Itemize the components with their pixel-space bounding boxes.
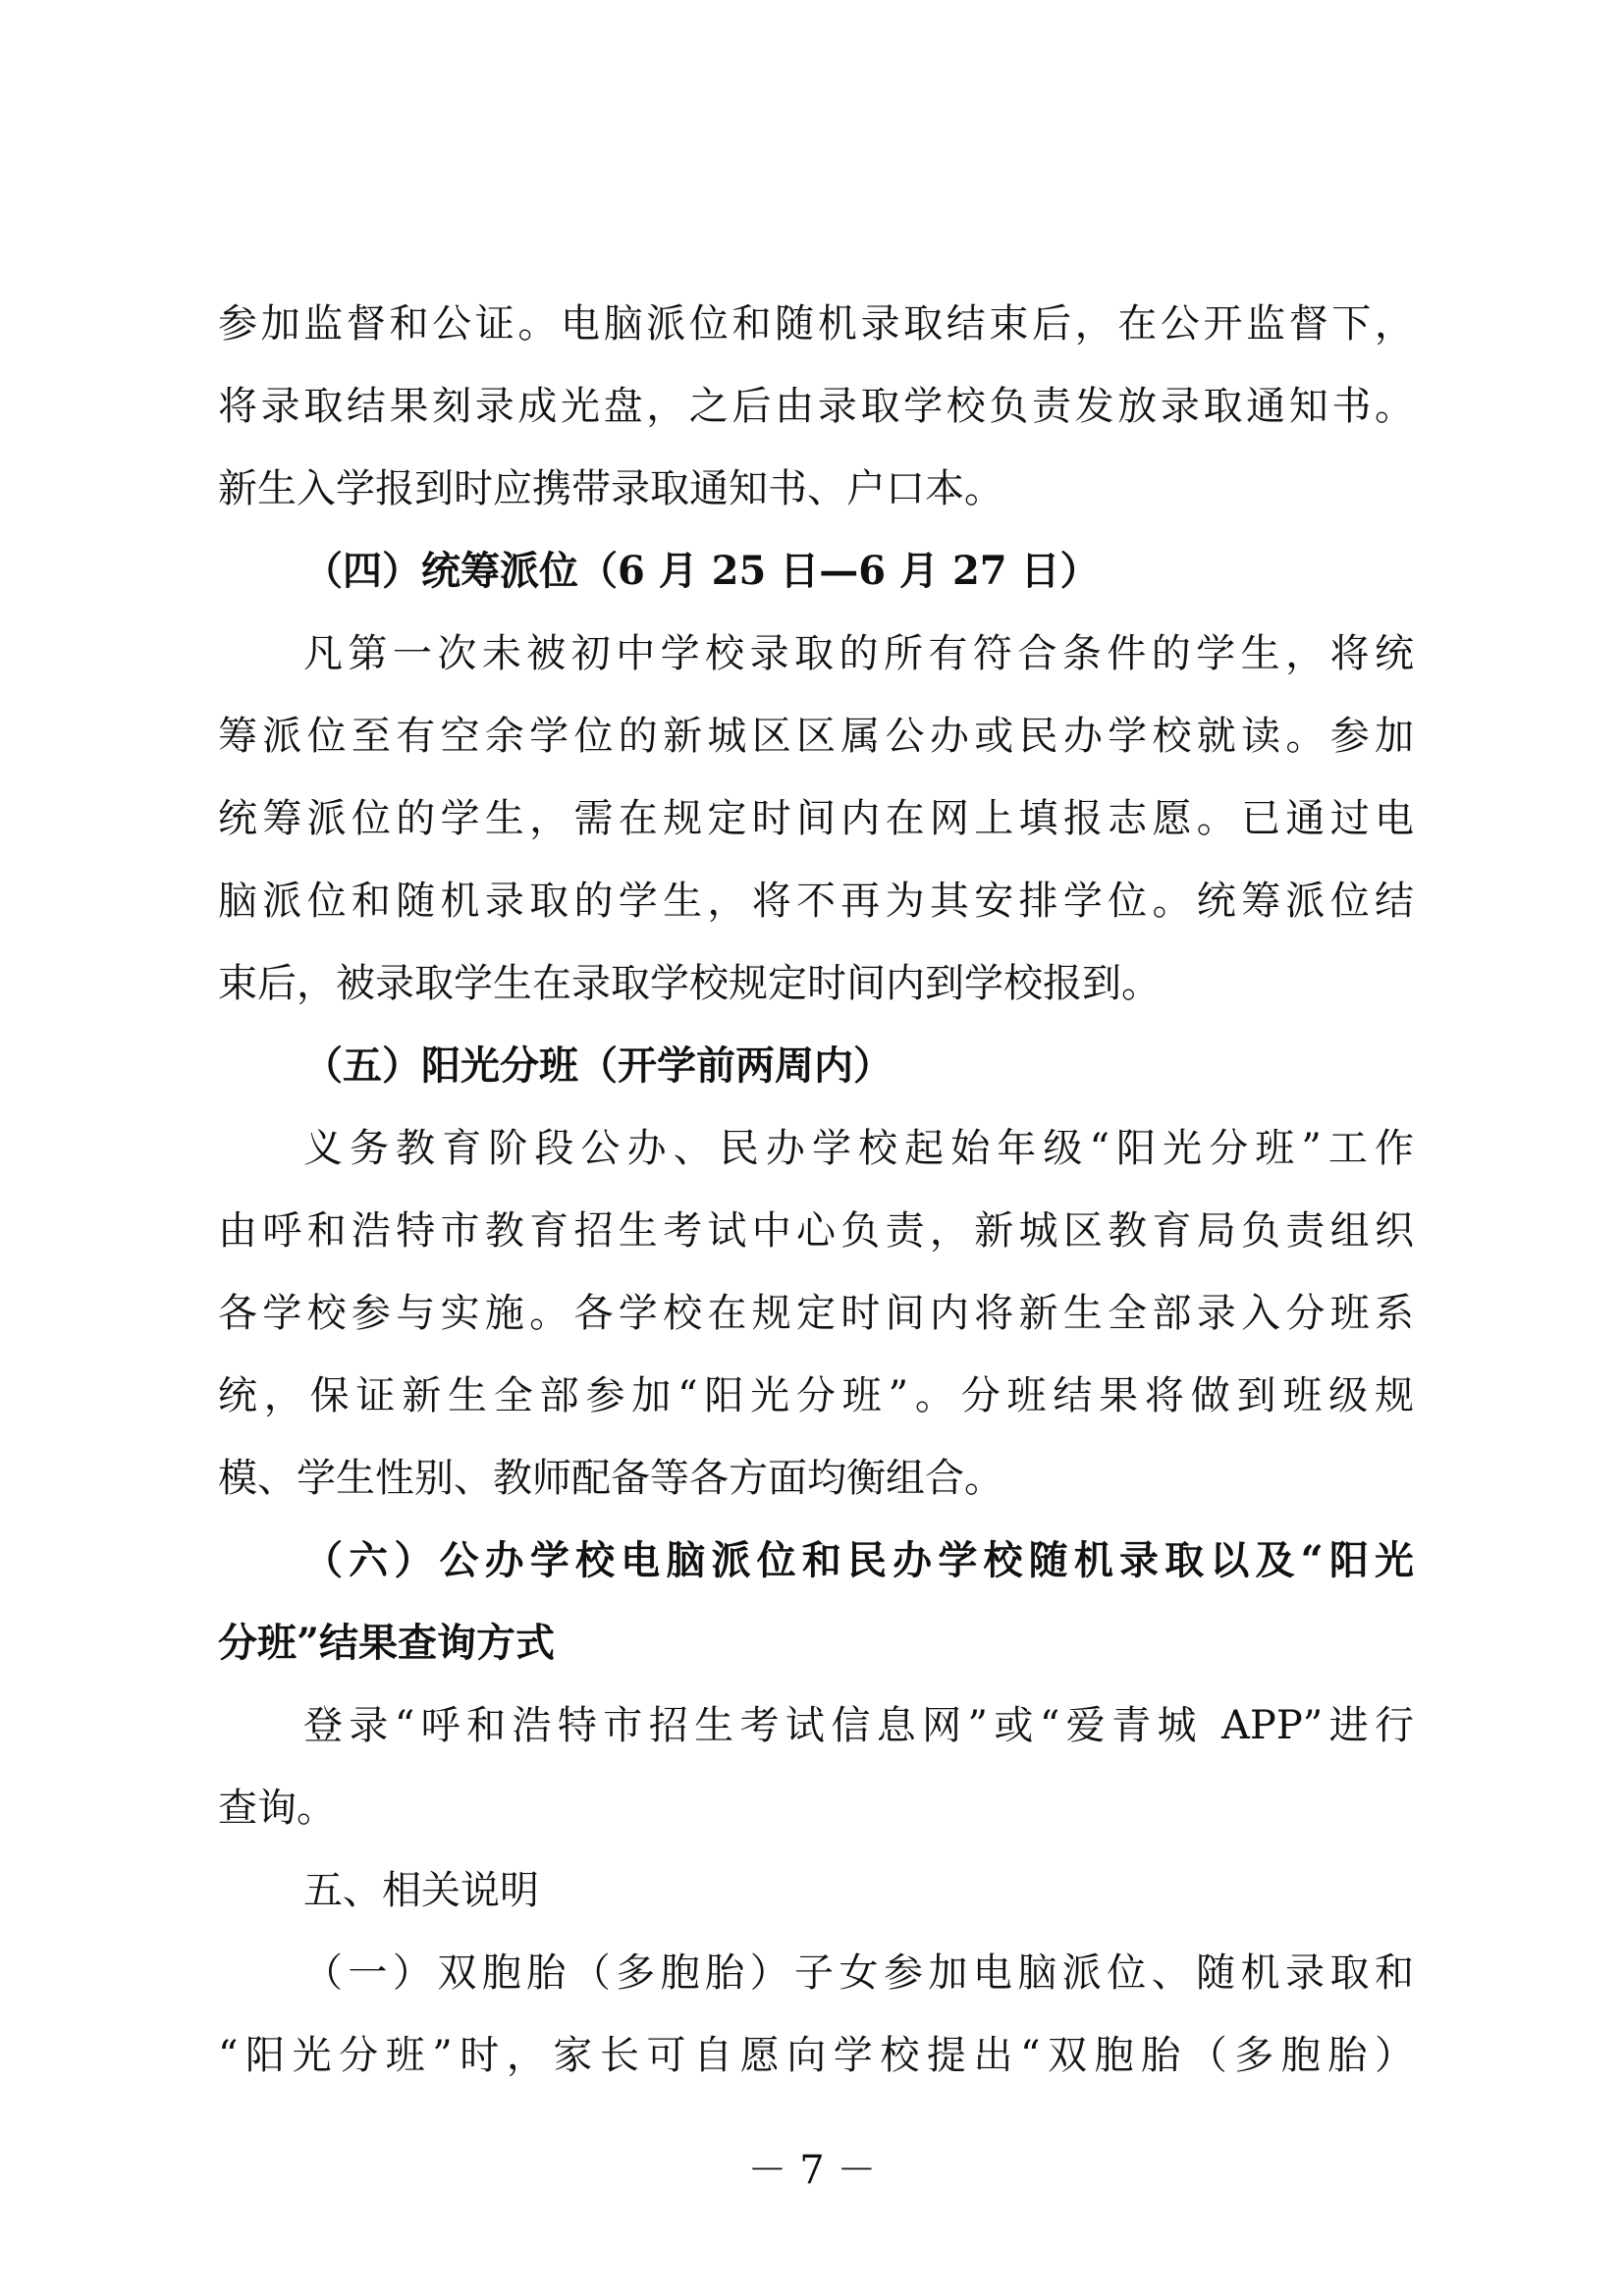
body-text-line: “阳光分班”时，家长可自愿向学校提出“双胞胎（多胞胎） — [218, 2033, 1414, 2078]
body-text-line: 由呼和浩特市教育招生考试中心负责，新城区教育局负责组织 — [218, 1208, 1414, 1254]
body-text-line: 查询。 — [218, 1786, 336, 1831]
body-text-line: 统筹派位的学生，需在规定时间内在网上填报志愿。已通过电 — [218, 796, 1414, 841]
page-number: － 7 － — [747, 2148, 877, 2193]
body-text-line: 新生入学报到时应携带录取通知书、户口本。 — [218, 466, 1003, 511]
body-text-line: 登录“呼和浩特市招生考试信息网”或“爱青城 APP”进行 — [303, 1703, 1414, 1748]
body-text-line: 凡第一次未被初中学校录取的所有符合条件的学生，将统 — [303, 631, 1414, 676]
body-text-line: 将录取结果刻录成光盘，之后由录取学校负责发放录取通知书。 — [218, 384, 1414, 429]
section-heading: （六）公办学校电脑派位和民办学校随机录取以及“阳光 — [303, 1537, 1414, 1583]
body-text-line: 束后，被录取学生在录取学校规定时间内到学校报到。 — [218, 961, 1161, 1006]
body-text-line: 脑派位和随机录取的学生，将不再为其安排学位。统筹派位结 — [218, 879, 1414, 924]
chapter-heading: 五、相关说明 — [303, 1868, 539, 1913]
body-text-line: 各学校参与实施。各学校在规定时间内将新生全部录入分班系 — [218, 1291, 1414, 1336]
body-text-line: 筹派位至有空余学位的新城区区属公办或民办学校就读。参加 — [218, 714, 1414, 759]
section-heading: （四）统筹派位（6 月 25 日—6 月 27 日） — [303, 548, 1100, 594]
body-text-line: 模、学生性别、教师配备等各方面均衡组合。 — [218, 1456, 1003, 1501]
body-text-line: 义务教育阶段公办、民办学校起始年级“阳光分班”工作 — [303, 1126, 1414, 1171]
body-text-line: 参加监督和公证。电脑派位和随机录取结束后，在公开监督下， — [218, 301, 1414, 347]
body-text-line: （一）双胞胎（多胞胎）子女参加电脑派位、随机录取和 — [303, 1950, 1414, 1996]
section-heading: 分班”结果查询方式 — [218, 1620, 556, 1666]
body-text-line: 统，保证新生全部参加“阳光分班”。分班结果将做到班级规 — [218, 1373, 1414, 1418]
section-heading: （五）阳光分班（开学前两周内） — [303, 1042, 893, 1089]
